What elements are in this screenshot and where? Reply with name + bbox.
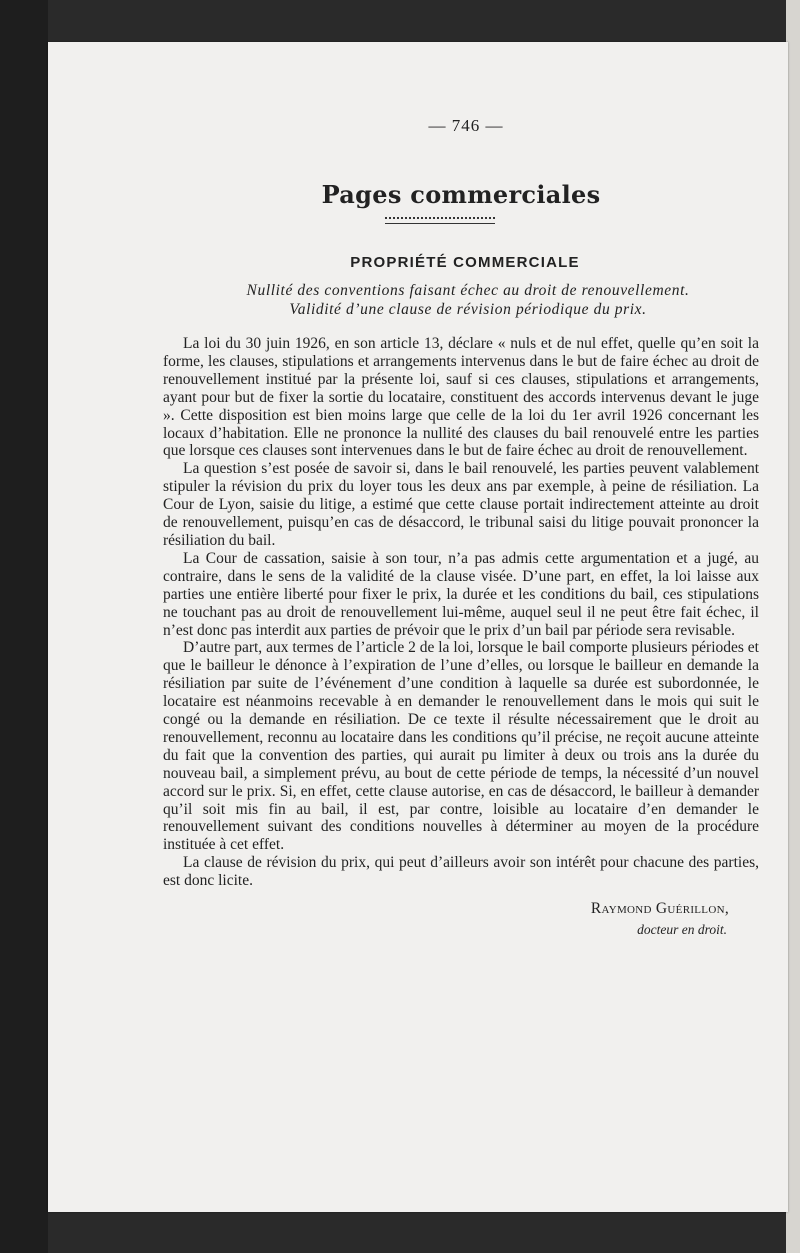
article-body <box>163 335 759 890</box>
author-title: docteur en droit. <box>637 922 727 938</box>
paragraph: La clause de révision du prix, qui peut d’ailleurs avoir son intérêt pour chacune des parties, est donc licite. <box>163 854 759 890</box>
document-page <box>48 42 788 1212</box>
article-subtitle <box>177 281 759 319</box>
paragraph: La Cour de cassation, saisie à son tour, n’a pas admis cette argumentation et a jugé, au contraire, dans le sens de la validité de la clause visée. D’une part, en effet, la loi laisse aux parties une entière liberté pour fixer le prix, la durée et les conditions du bail, ces stipulations ne touchant pas au droit de renouvellement lui-même, auquel seul il ne peut être fait échec, il n’est donc pas interdit aux parties de prévoir que le prix d’un bail par période sera revisable. <box>163 549 759 639</box>
author-signature <box>163 900 729 918</box>
subtitle-line: Nullité des conventions faisant échec au droit de renouvellement. <box>246 282 690 299</box>
title-divider <box>385 217 495 224</box>
page-content <box>163 116 759 938</box>
paragraph: La loi du 30 juin 1926, en son article 13, déclare « nuls et de nul effet, quelle qu’en soit la forme, les clauses, stipulations et arrangements intervenus dans le but de faire échec au droit de renouvellement institué par la présente loi, sauf si ces clauses, stipulations et arrangements, ayant pour but de fixer la sortie du locataire, constituent des accords intervenus devant le juge ». Cette disposition est bien moins large que celle de la loi du 1er avril 1926 concernant les locaux d’habitation. Elle ne prononce la nullité des clauses du bail renouvelé entre les parties que lorsque ces clauses sont intervenues dans le but de faire échec au droit de renouvellement. <box>163 335 759 460</box>
paragraph: D’autre part, aux termes de l’article 2 de la loi, lorsque le bail comporte plusieurs périodes et que le bailleur le dénonce à l’expiration de l’une d’elles, ou lorsque le bailleur en demande la résiliation par suite de l’événement d’une condition à laquelle sa durée est subordonnée, le locataire est néanmoins recevable à en demander le renouvellement dans le mois qui suit le congé ou la demande en résiliation. De ce texte il résulte nécessairement que le droit au renouvellement, reconnu au locataire dans les conditions qu’il précise, ne reçoit aucune atteinte du fait que la convention des parties, qui aurait pu limiter à deux ou trois ans la durée du nouveau bail, a simplement prévu, au bout de cette période de temps, la nécessité d’un nouvel accord sur le prix. Si, en effet, cette clause autorise, en cas de désaccord, le bailleur à demander qu’il soit mis fin au bail, il est, par contre, loisible au locataire d’en demander le renouvellement suivant des conditions nouvelles à déterminer au moyen de la procédure instituée à cet effet. <box>163 639 759 854</box>
scan-right-border <box>786 0 800 1253</box>
scan-left-border <box>0 0 48 1253</box>
page-title: Pages commerciales <box>321 180 601 209</box>
subtitle-line: Validité d’une clause de révision périodique du prix. <box>289 301 647 318</box>
paragraph: La question s’est posée de savoir si, dans le bail renouvelé, les parties peuvent valablement stipuler la révision du prix du loyer tous les deux ans par exemple, à peine de résiliation. La Cour de Lyon, saisie du litige, a estimé que cette clause portait indirectement atteinte au droit de renouvellement, puisqu’en cas de désaccord, le tribunal saisi du litige pouvait prononcer la résiliation du bail. <box>163 460 759 549</box>
author-name: Raymond Guérillon, <box>590 900 729 918</box>
section-heading: PROPRIÉTÉ COMMERCIALE <box>350 254 580 271</box>
page-number: — 746 — <box>428 116 504 135</box>
